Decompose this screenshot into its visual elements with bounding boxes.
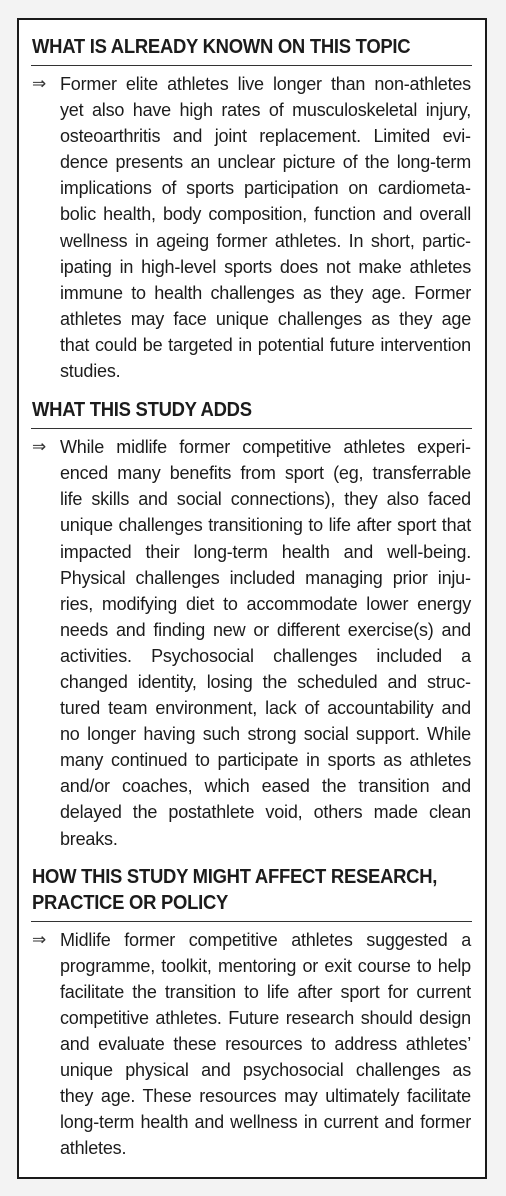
bullet-text: Midlife former competitive athletes suggested a programme, toolkit, mentoring or exit course to help facilitate the transition to life after sport for current competitive athletes. Future research should design and evaluate these resources to address athletes’ unique physical and psychosocial challenges as they age. These resources may ultimately facilitate long-term health and wellness in current and former athletes. xyxy=(60,929,471,1159)
section-affect-research xyxy=(32,864,471,1162)
bullet-text: While midlife former competitive athletes experienced many benefits from sport (eg, transferrable life skills and social connections), they also faced unique challenges transitioning to life after sport that impacted their long-term health and well-being. Physical challenges included managing prior injuries, modifying diet to accommodate lower energy needs and finding new or different exercise(s) and activities. Psychosocial challenges included a changed identity, losing the scheduled and structured team environment, lack of accountability and no longer having such strong social support. While many continued to participate in sports as athletes and/or coaches, which eased the transition and delayed the postathlete void, others made clean breaks. xyxy=(60,437,471,849)
section-already-known xyxy=(32,34,471,384)
section-study-adds xyxy=(32,397,471,852)
implies-arrow-icon: ⇒ xyxy=(32,74,47,94)
divider xyxy=(31,428,472,429)
section-heading: HOW THIS STUDY MIGHT AFFECT RESEARCH, PRACTICE OR POLICY xyxy=(32,864,438,914)
section-heading: WHAT THIS STUDY ADDS xyxy=(32,398,252,422)
bullet-item xyxy=(32,434,471,852)
divider xyxy=(31,65,472,66)
section-heading: WHAT IS ALREADY KNOWN ON THIS TOPIC xyxy=(32,35,411,58)
bullet-text: Former elite athletes live longer than non-athletes yet also have high rates of musculoskeletal injury, osteoarthritis and joint replacement. Limited evidence presents an unclear picture of the long-term implications of sports participation on cardiometabolic health, body composition, function and overall wellness in ageing former athletes. In short, participating in high-level sports does not make athletes immune to health challenges as they age. Former athletes may face unique challenges as they age that could be targeted in potential future intervention studies. xyxy=(60,74,471,382)
key-messages-box xyxy=(17,18,487,1179)
implies-arrow-icon: ⇒ xyxy=(32,929,47,950)
bullet-item xyxy=(32,927,471,1162)
implies-arrow-icon: ⇒ xyxy=(32,437,47,458)
bullet-item xyxy=(32,71,471,384)
divider xyxy=(31,921,472,922)
